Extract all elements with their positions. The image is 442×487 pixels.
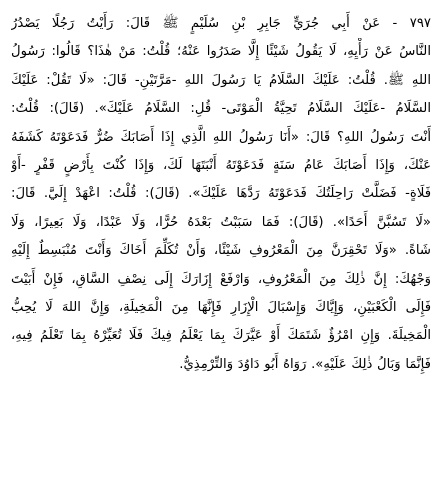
hadith-line: فَلَاةٍ- فَضَلَّتْ رَاحِلَتُكَ فَدَعَوْتَهُ رَدَّهَا عَلَيْكَ». (قَالَ): قُلْتُ: اعْهَدْ إِلَيَّ. قَالَ: [11,186,431,202]
hadith-line: ٧٩٧ - عَنْ أَبِي جُرَيٍّ جَابِرِ بْنِ سُلَيْمٍ ﷺ قَالَ: رَأَيْتُ رَجُلًا يَصْدُرُ [11,16,431,31]
hadith-line: «لَا تَسُبَّنَّ أَحَدًا». (قَالَ): فَمَا سَبَبْتُ بَعْدَهُ حُرًّا، وَلَا عَبْدًا، وَلَا بَعِيرًا، وَلَا [11,214,431,230]
hadith-line: عَنْكَ، وَإِذَا أَصَابَكَ عَامُ سَنَةٍ فَدَعَوْتَهُ أَنْبَتَهَا لَكَ، وَإِذَا كُنْتَ بِأَرْضٍ قَفْرٍ -أَوْ [11,158,431,174]
hadith-line: السَّلَامُ -عَلَيْكَ السَّلَامُ تَحِيَّةُ الْمَوْتَى- قُلِ: السَّلَامُ عَلَيْكَ». (قَالَ): قُلْتُ: [11,101,431,117]
hadith-text [11,10,431,379]
hadith-line: وَجْهُكَ: إِنَّ ذٰلِكَ مِنَ الْمَعْرُوفِ، وَارْفَعْ إِزَارَكَ إِلَى نِصْفِ السَّاقِ، فَإِنْ أَبَيْتَ [11,271,431,287]
hadith-line: النَّاسُ عَنْ رَأْيِهِ، لَا يَقُولُ شَيْئًا إِلَّا صَدَرُوا عَنْهُ؛ قُلْتُ: مَنْ هٰذَا؟ قَالُوا: رَسُولُ [11,44,431,60]
hadith-line: شَاةً. «وَلَا تَحْقِرَنَّ مِنَ الْمَعْرُوفِ شَيْئًا، وَأَنْ تُكَلِّمَ أَخَاكَ وَأَنْتَ مُنْبَسِطٌ إِلَيْهِ [11,243,431,259]
hadith-line: فَإِنَّمَا وَبَالُ ذٰلِكَ عَلَيْهِ». رَوَاهُ أَبُو دَاوُدَ وَالتِّرْمِذِيُّ. [179,356,431,372]
hadith-line: الْمَخِيلَةَ. وَإِنِ امْرُؤٌ شَتَمَكَ أَوْ عَيَّرَكَ بِمَا يَعْلَمُ فِيكَ فَلَا تُعَيِّرْهُ بِمَا تَعْلَمُ فِيهِ، [11,328,431,344]
hadith-line: اللهِ ﷺ. قُلْتُ: عَلَيْكَ السَّلَامُ يَا رَسُولَ اللهِ -مَرَّتَيْنِ- قَالَ: «لَا تَقُلْ: عَلَيْكَ [11,72,431,88]
hadith-line: أَنْتَ رَسُولُ اللهِ؟ قَالَ: «أَنَا رَسُولُ اللهِ الَّذِي إِذَا أَصَابَكَ ضُرٌّ فَدَعَوْتَهُ كَشَفَهُ [11,129,431,145]
hadith-line: فَإِلَى الْكَعْبَيْنِ، وَإِيَّاكَ وَإِسْبَالَ الْإِزَارِ فَإِنَّهَا مِنَ الْمَخِيلَةِ، وَإِنَّ اللهَ لَا يُحِبُّ [11,300,431,316]
